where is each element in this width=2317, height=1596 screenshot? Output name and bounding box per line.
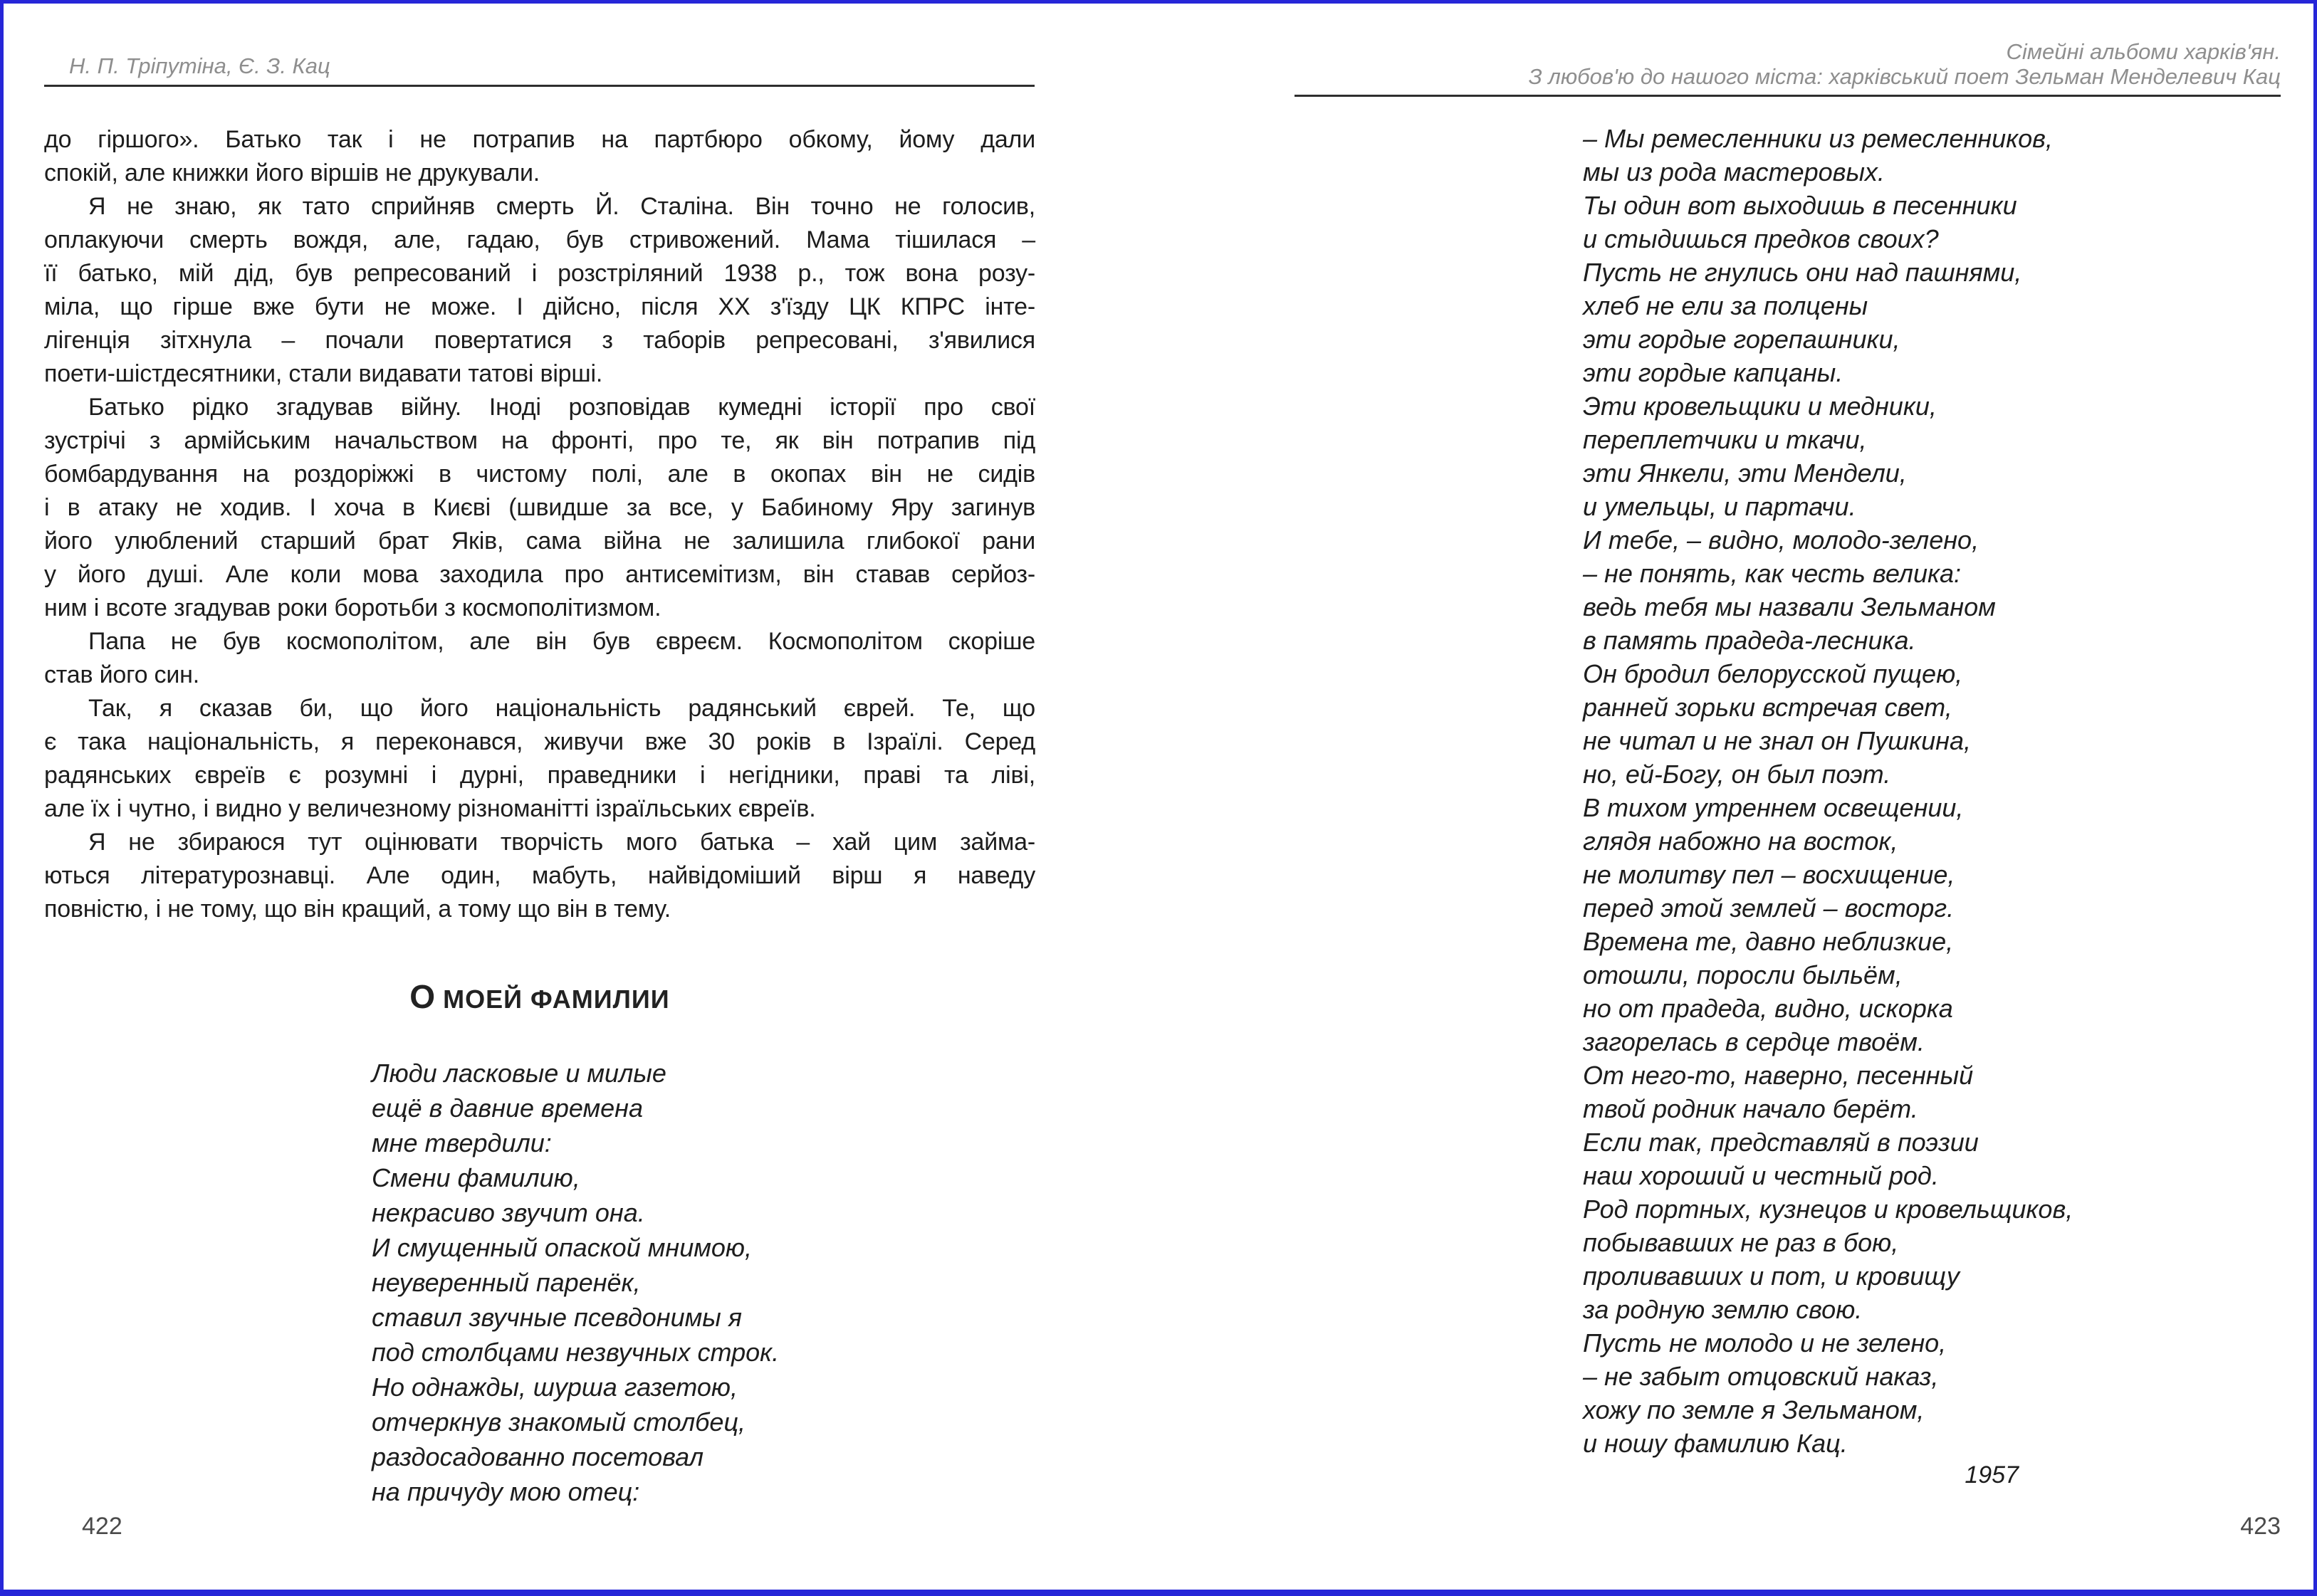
poem-line: на причуду мою отец: — [372, 1477, 640, 1506]
poem-year: 1957 — [1965, 1461, 2019, 1489]
body-text-line: ним і всоте згадував роки боротьби з космополітизмом. — [44, 594, 661, 621]
poem-line: некрасиво звучит она. — [372, 1198, 645, 1227]
poem-line: загорелась в сердце твоём. — [1583, 1027, 1925, 1056]
poem-line: Род портных, кузнецов и кровельщиков, — [1583, 1195, 2073, 1224]
poem-line: но, ей-Богу, он был поэт. — [1583, 760, 1891, 789]
body-text-line: його улюблений старший брат Яків, сама війна не залишила глибокої рани — [44, 527, 1035, 555]
left-page-number: 422 — [82, 1513, 122, 1540]
body-text-line: Я не збираюся тут оцінювати творчість мого батька – хай цим займа- — [88, 829, 1035, 856]
poem-line: Пусть не гнулись они над пашнями, — [1583, 258, 2022, 287]
poem-line: но от прадеда, видно, искорка — [1583, 994, 1953, 1023]
poem-line: И тебе, – видно, молодо-зелено, — [1583, 525, 1979, 555]
poem-line: Но однажды, шурша газетою, — [372, 1372, 738, 1402]
poem-line: От него-то, наверно, песенный — [1583, 1061, 1974, 1090]
poem-line: побывавших не раз в бою, — [1583, 1228, 1899, 1257]
body-text-line: Так, я сказав би, що його національність радянський єврей. Те, що — [88, 695, 1035, 722]
poem-line: Эти кровельщики и медники, — [1583, 392, 1937, 421]
right-page-number: 423 — [2240, 1513, 2281, 1540]
poem-line: отчеркнув знакомый столбец, — [372, 1407, 746, 1437]
body-text-line: лігенція зітхнула – почали повертатися з таборів репресовані, з'явилися — [44, 327, 1035, 354]
poem-line: Пусть не молодо и не зелено, — [1583, 1328, 1947, 1358]
poem-line: раздосадованно посетовал — [372, 1442, 704, 1471]
poem-line: перед этой землей – восторг. — [1583, 893, 1955, 923]
poem-line: ставил звучные псевдонимы я — [372, 1303, 742, 1332]
body-text-line: спокій, але книжки його віршів не друкували. — [44, 159, 540, 187]
body-text-line: став його син. — [44, 661, 199, 688]
poem-line: не читал и не знал он Пушкина, — [1583, 726, 1971, 755]
body-text-line: Батько рідко згадував війну. Іноді розповідав кумедні історії про свої — [88, 394, 1035, 421]
right-poem — [1583, 122, 2073, 1460]
poem-line: эти гордые горепашники, — [1583, 325, 1900, 354]
poem-title-initial: О — [409, 978, 436, 1015]
poem-line: Смени фамилию, — [372, 1163, 580, 1192]
poem-line: проливавших и пот, и кровищу — [1583, 1261, 1960, 1291]
left-header-rule — [44, 85, 1035, 87]
poem-line: ранней зорьки встречая свет, — [1583, 693, 1952, 722]
poem-title — [44, 977, 1035, 1016]
right-running-header-line2: З любов'ю до нашого міста: харківський поет Зельман Менделевич Кац — [1528, 64, 2281, 89]
poem-line: Люди ласковые и милые — [372, 1059, 666, 1088]
body-text-line: бомбардування на роздоріжжі в чистому полі, але в окопах він не сидів — [44, 461, 1035, 488]
poem-line: – Мы ремесленники из ремесленников, — [1583, 124, 2053, 153]
poem-line: за родную землю свою. — [1583, 1295, 1863, 1324]
body-text-line: у його душі. Але коли мова заходила про антисемітизм, він ставав серйоз- — [44, 561, 1035, 588]
body-text-line: повністю, і не тому, що він кращий, а тому що він в тему. — [44, 896, 671, 923]
body-text-line: міла, що гірше вже бути не може. І дійсно, після ХХ з'їзду ЦК КПРС інте- — [44, 293, 1035, 320]
poem-line: наш хороший и честный род. — [1583, 1161, 1939, 1190]
poem-line: эти гордые капцаны. — [1583, 358, 1843, 387]
poem-line: эти Янкели, эти Мендели, — [1583, 458, 1907, 488]
body-text-line: ються літературознавці. Але один, мабуть, найвідоміший вірш я наведу — [44, 862, 1035, 889]
poem-line: мне твердили: — [372, 1128, 552, 1157]
poem-line: переплетчики и ткачи, — [1583, 425, 1867, 454]
left-body-text — [44, 123, 1035, 926]
left-poem — [372, 1056, 779, 1509]
poem-line: неуверенный паренёк, — [372, 1268, 641, 1297]
poem-title-rest: МОЕЙ ФАМИЛИИ — [443, 985, 670, 1014]
poem-line: и ношу фамилию Кац. — [1583, 1429, 1848, 1458]
body-text-line: оплакуючи смерть вождя, але, гадаю, був стривожений. Мама тішилася – — [44, 226, 1035, 253]
poem-line: мы из рода мастеровых. — [1583, 157, 1885, 187]
body-text-line: зустрічі з армійським начальством на фронті, про те, як він потрапив під — [44, 427, 1035, 454]
poem-line: хлеб не ели за полцены — [1583, 291, 1868, 320]
body-text-line: Папа не був космополітом, але він був євреєм. Космополітом скоріше — [88, 628, 1035, 655]
poem-line: – не забыт отцовский наказ, — [1583, 1362, 1939, 1391]
poem-line: и стыдишься предков своих? — [1583, 224, 1939, 253]
right-running-header-line1: Сімейні альбоми харків'ян. — [2006, 39, 2281, 64]
body-text-line: її батько, мій дід, був репресований і розстріляний 1938 р., тож вона розу- — [44, 260, 1035, 287]
poem-line: отошли, поросли быльём, — [1583, 960, 1903, 989]
body-text-line: є така національність, я переконався, живучи вже 30 років в Ізраїлі. Серед — [44, 728, 1035, 755]
left-running-header: Н. П. Тріпутіна, Є. З. Кац — [69, 53, 330, 78]
poem-line: В тихом утреннем освещении, — [1583, 793, 1964, 822]
poem-line: глядя набожно на восток, — [1583, 826, 1898, 856]
poem-line: Ты один вот выходишь в песенники — [1583, 191, 2017, 220]
poem-line: ещё в давние времена — [372, 1093, 644, 1123]
poem-line: И смущенный опаской мнимою, — [372, 1233, 753, 1262]
body-text-line: до гіршого». Батько так і не потрапив на партбюро обкому, йому дали — [44, 126, 1035, 153]
poem-line: – не понять, как честь велика: — [1583, 559, 1962, 588]
poem-line: под столбцами незвучных строк. — [372, 1338, 780, 1367]
body-text-line: але їх і чутно, і видно у величезному різноманітті ізраїльських євреїв. — [44, 795, 816, 822]
poem-line: Он бродил белорусской пущею, — [1583, 659, 1963, 688]
poem-line: Если так, представляй в поэзии — [1583, 1128, 1979, 1157]
body-text-line: радянських євреїв є розумні і дурні, праведники і негідники, праві та ліві, — [44, 762, 1035, 789]
body-text-line: поети-шістдесятники, стали видавати татові вірші. — [44, 360, 603, 387]
poem-line: хожу по земле я Зельманом, — [1583, 1395, 1925, 1424]
poem-line: твой родник начало берёт. — [1583, 1094, 1918, 1123]
poem-line: Времена те, давно неблизкие, — [1583, 927, 1954, 956]
poem-line: в память прадеда-лесника. — [1583, 626, 1916, 655]
body-text-line: Я не знаю, як тато сприйняв смерть Й. Сталіна. Він точно не голосив, — [88, 193, 1035, 220]
poem-line: и умельцы, и партачи. — [1583, 492, 1856, 521]
poem-line: ведь тебя мы назвали Зельманом — [1583, 592, 1996, 621]
body-text-line: і в атаку не ходив. І хоча в Києві (швидше за все, у Бабиному Яру загинув — [44, 494, 1035, 521]
right-running-header — [1292, 39, 2281, 89]
poem-line: не молитву пел – восхищение, — [1583, 860, 1955, 889]
right-header-rule — [1295, 95, 2281, 97]
